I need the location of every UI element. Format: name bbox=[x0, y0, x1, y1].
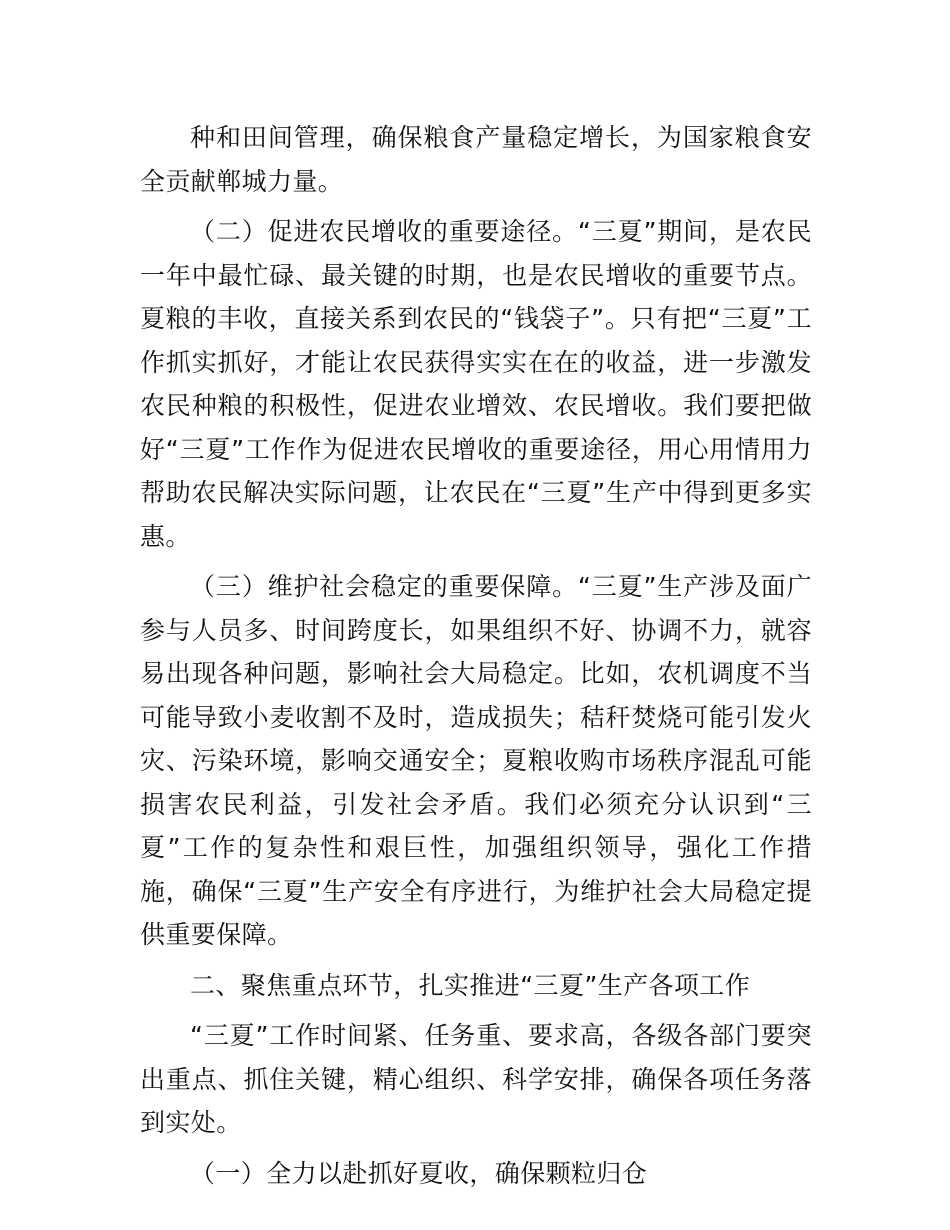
paragraph-tasks-overview: “三夏”工作时间紧、任务重、要求高，各级各部门要突出重点、抓住关键，精心组织、科学安排，确保各项任务落到实处。 bbox=[140, 1021, 812, 1137]
paragraph-planting-management: 种和田间管理，确保粮食产量稳定增长，为国家粮食安全贡献郸城力量。 bbox=[140, 123, 812, 196]
paragraph-farmer-income: （二）促进农民增收的重要途径。“三夏”期间，是农民一年中最忙碌、最关键的时期，也是农民增收的重要节点。夏粮的丰收，直接关系到农民的“钱袋子”。只有把“三夏”工作抓实抓好，才能让农民获得实实在在的收益，进一步激发农民种粮的积极性，促进农业增效、农民增收。我们要把做好“三夏”工作作为促进农民增收的重要途径，用心用情用力帮助农民解决实际问题，让农民在“三夏”生产中得到更多实惠。 bbox=[140, 217, 812, 551]
paragraph-social-stability: （三）维护社会稳定的重要保障。“三夏”生产涉及面广参与人员多、时间跨度长，如果组织不好、协调不力，就容易出现各种问题，影响社会大局稳定。比如，农机调度不当可能导致小麦收割不及时，造成损失；秸秆焚烧可能引发火灾、污染环境，影响交通安全；夏粮收购市场秩序混乱可能损害农民利益，引发社会矛盾。我们必须充分认识到“三夏”工作的复杂性和艰巨性，加强组织领导，强化工作措施，确保“三夏”生产安全有序进行，为维护社会大局稳定提供重要保障。 bbox=[140, 572, 812, 949]
document-body bbox=[140, 116, 812, 1202]
subsection-heading-summer-harvest: （一）全力以赴抓好夏收，确保颗粒归仓 bbox=[190, 1158, 648, 1188]
section-heading-key-links: 二、聚焦重点环节，扎实推进“三夏”生产各项工作 bbox=[190, 970, 751, 1000]
